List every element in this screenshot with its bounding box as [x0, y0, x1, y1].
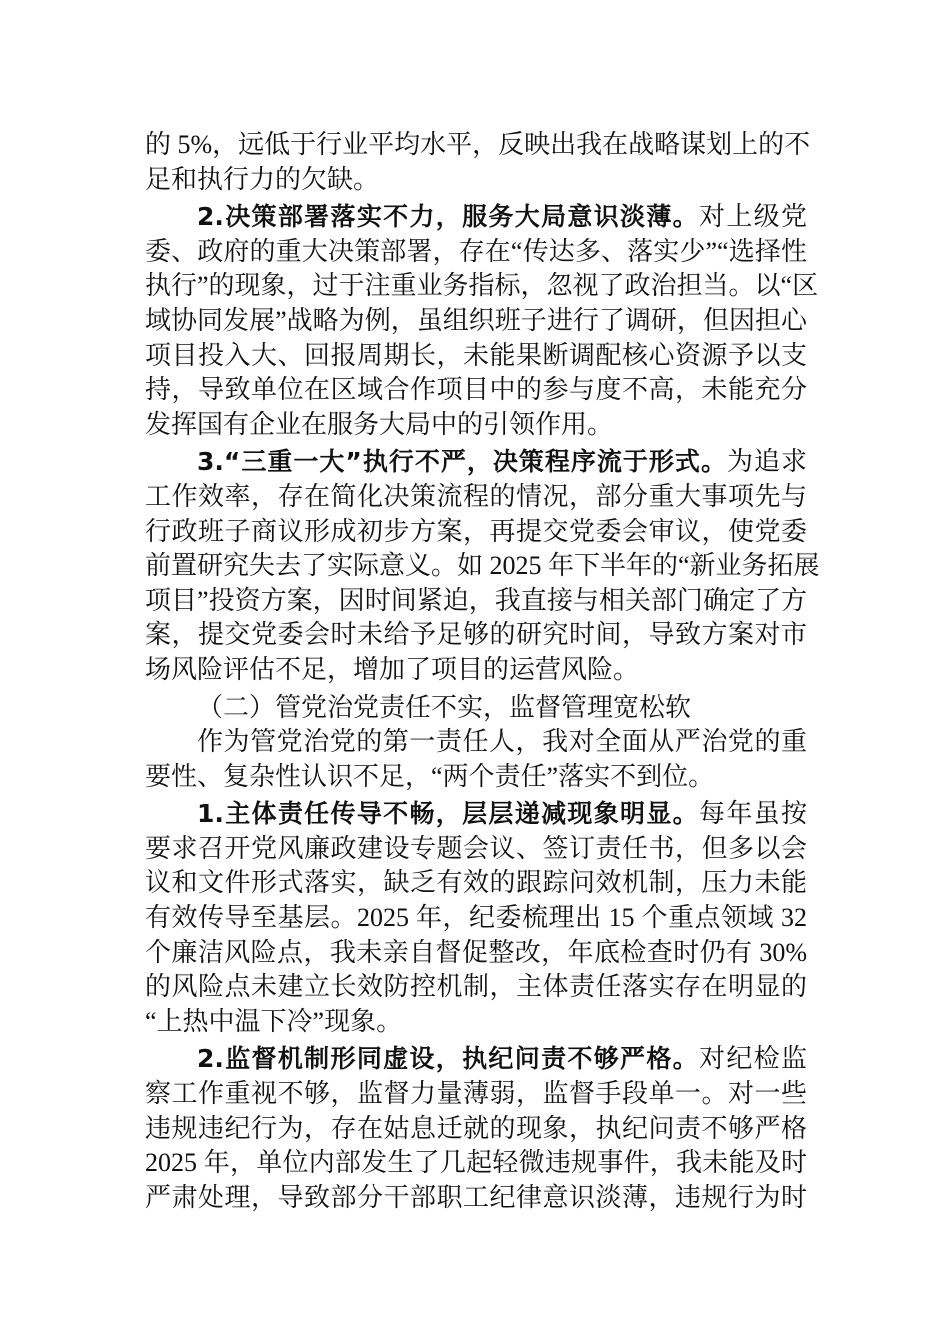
line-text: 足和执行力的欠缺。 [145, 164, 380, 194]
text-line [145, 584, 807, 619]
line-text: 对纪检监 [699, 1044, 807, 1074]
text-line [145, 373, 807, 408]
line-text: 项目”投资方案，因时间紧迫，我直接与相关部门确定了方 [145, 585, 807, 615]
numbered-paragraph [145, 794, 807, 1039]
line-text: 每年虽按 [699, 799, 807, 829]
text-line [145, 618, 807, 653]
text-line [145, 480, 807, 515]
line-text: 场风险评估不足，增加了项目的运营风险。 [145, 654, 640, 684]
paragraph-heading-bold: 2.监督机制形同虚设，执纪问责不够严格。 [197, 1044, 700, 1074]
line-text: 要性、复杂性认识不足，“两个责任”落实不到位。 [145, 761, 715, 791]
line-text: 个廉洁风险点，我未亲自督促整改，年底检查时仍有 30% [145, 937, 807, 967]
paragraph-heading-bold: 2.决策部署落实不力，服务大局意识淡薄。 [197, 202, 700, 232]
text-line [145, 200, 807, 235]
numbered-paragraph [145, 197, 819, 442]
line-text: 为追求 [726, 447, 807, 477]
text-line [145, 235, 807, 270]
text-line [145, 549, 820, 584]
text-line [145, 445, 807, 480]
text-line [145, 1146, 807, 1181]
line-text: 对上级党 [699, 202, 807, 232]
line-text: 要求召开党风廉政建设专题会议、签订责任书，但多以会 [145, 833, 807, 863]
paragraph-heading-bold: 3.“三重一大”执行不严，决策程序流于形式。 [197, 447, 727, 477]
line-text: 行政班子商议形成初步方案，再提交党委会审议，使党委 [145, 516, 807, 546]
line-text: （二）管党治党责任不实，监督管理宽松软 [197, 692, 692, 722]
paragraph [145, 128, 811, 197]
text-line [145, 901, 807, 936]
text-line [145, 1181, 807, 1216]
line-text: 项目投入大、回报周期长，未能果断调配核心资源予以支 [145, 340, 807, 370]
text-line [145, 653, 807, 688]
line-text: 违规违纪行为，存在姑息迁就的现象，执纪问责不够严格 [145, 1113, 807, 1143]
text-line [145, 163, 807, 198]
line-text: 严肃处理，导致部分干部职工纪律意识淡薄，违规行为时 [145, 1182, 807, 1212]
line-text: 2025 年，单位内部发生了几起轻微违规事件，我未能及时 [145, 1148, 807, 1178]
text-line [145, 1112, 807, 1147]
text-line [145, 725, 807, 760]
line-text: 案，提交党委会时未给予足够的研究时间，导致方案对市 [145, 620, 807, 650]
line-text: 议和文件形式落实，缺乏有效的跟踪问效机制，压力未能 [145, 868, 807, 898]
text-line [145, 1005, 807, 1040]
text-line [145, 339, 807, 374]
line-text: 域协同发展”战略为例，虽组织班子进行了调研，但因担心 [145, 305, 807, 335]
text-line [145, 408, 807, 443]
text-line [145, 936, 807, 971]
numbered-paragraph [145, 1039, 807, 1215]
text-line [145, 269, 819, 304]
line-text: 有效传导至基层。2025 年，纪委梳理出 15 个重点领域 32 [145, 903, 807, 933]
text-line [145, 515, 807, 550]
line-text: 工作效率，存在简化决策流程的情况，部分重大事项先与 [145, 481, 807, 511]
text-line [145, 832, 807, 867]
line-text: 的风险点未建立长效防控机制，主体责任落实存在明显的 [145, 972, 807, 1002]
line-text: “上热中温下冷”现象。 [145, 1006, 403, 1036]
section-heading [145, 688, 807, 726]
text-line [145, 1042, 807, 1077]
text-line [145, 866, 807, 901]
line-text: 持，导致单位在区域合作项目中的参与度不高，未能充分 [145, 375, 807, 405]
text-line [145, 1077, 807, 1112]
line-text: 发挥国有企业在服务大局中的引领作用。 [145, 409, 614, 439]
text-line [145, 797, 807, 832]
line-text: 的 5%，远低于行业平均水平，反映出我在战略谋划上的不 [145, 130, 811, 159]
text-line [145, 128, 811, 163]
document-body [145, 128, 820, 1215]
line-text: 察工作重视不够，监督力量薄弱，监督手段单一。对一些 [145, 1079, 807, 1109]
text-line [145, 691, 807, 726]
paragraph [145, 725, 807, 794]
numbered-paragraph [145, 442, 820, 687]
text-line [145, 760, 807, 795]
line-text: 执行”的现象，过于注重业务指标，忽视了政治担当。以“区 [145, 271, 819, 301]
line-text: 前置研究失去了实际意义。如 2025 年下半年的“新业务拓展 [145, 551, 820, 581]
text-line [145, 970, 807, 1005]
paragraph-heading-bold: 1.主体责任传导不畅，层层递减现象明显。 [197, 799, 700, 829]
line-text: 作为管党治党的第一责任人，我对全面从严治党的重 [197, 727, 807, 757]
text-line [145, 304, 807, 339]
line-text: 委、政府的重大决策部署，存在“传达多、落实少”“选择性 [145, 236, 807, 266]
